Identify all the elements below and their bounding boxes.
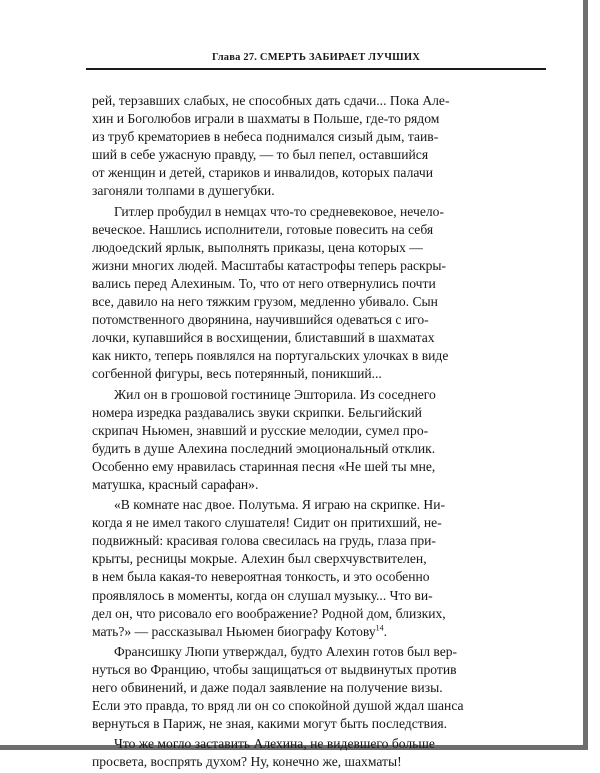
paragraph-5	[92, 643, 537, 733]
text-line: от женщин и детей, стариков и инвалидов, которых палачи	[92, 165, 433, 181]
text-line: Жил он в грошовой гостинице Эшторила. Из соседнего	[114, 386, 436, 402]
body-text	[92, 92, 537, 773]
text-line-tail: .	[383, 623, 388, 639]
text-line: Если это правда, то вряд ли он со спокойной душой ждал шанса	[92, 698, 464, 714]
text-line: хин и Боголюбов играли в шахматы в Польше, где-то рядом	[92, 111, 440, 127]
text-line: все, давило на него тяжким грузом, медленно убивало. Сын	[92, 294, 438, 310]
text-line-with-footnote	[92, 623, 537, 641]
text-line: потомственного дворянина, научившийся одеваться с иго-	[92, 312, 429, 328]
text-line: из труб крематориев в небеса поднимался сизый дым, таив-	[92, 129, 439, 145]
text-line: загоняли толпами в душегубки.	[92, 183, 275, 199]
text-line: согбенной фигуры, весь потерянный, поникший...	[92, 366, 382, 382]
text-line: дел он, что рисовало его воображение? Родной дом, близких,	[92, 605, 446, 621]
paragraph-1	[92, 92, 537, 201]
text-line: рей, терзавших слабых, не способных дать сдачи... Пока Але-	[92, 93, 450, 108]
text-line: подвижный: красивая голова свесилась на грудь, глаза при-	[92, 533, 436, 549]
page-edge-right	[583, 0, 588, 750]
text-line: просвета, воспрять духом? Ну, конечно же, шахматы!	[92, 754, 402, 770]
text-line: Гитлер пробудил в немцах что-то средневековое, нечело-	[114, 203, 444, 219]
footnote-marker: 14	[375, 623, 384, 633]
paragraph-6	[92, 735, 537, 771]
paragraph-2	[92, 203, 537, 384]
text-line: как никто, теперь появлялся на португальских улочках в виде	[92, 348, 449, 364]
text-line: «В комнате нас двое. Полутьма. Я играю на скрипке. Ни-	[114, 497, 446, 513]
text-line: вались перед Алехиным. То, что от него отвернулись почти	[92, 275, 436, 291]
text-line: него обвинений, и даже подал заявление на получение визы.	[92, 680, 443, 695]
text-line: скрипач Ньюмен, знавший и русские мелодии, сумел про-	[92, 422, 429, 438]
text-line: веческое. Нашлись исполнители, готовые повесить на себя	[92, 221, 434, 237]
text-line: будить в душе Алехина последний эмоциональный отклик.	[92, 440, 436, 456]
text-line: когда я не имел такого слушателя! Сидит он притихший, не-	[92, 515, 442, 531]
text-line: Особенно ему нравилась старинная песня «Не шей ты мне,	[92, 458, 436, 474]
text-line: людоедский ярлык, выполнять приказы, цена которых —	[92, 239, 423, 255]
text-line: вернуться в Париж, не зная, какими могут быть последствия.	[92, 716, 448, 732]
text-line: номера изредка раздавались звуки скрипки. Бельгийский	[92, 404, 422, 420]
text-line: Франсишку Люпи утверждал, будто Алехин готов был вер-	[114, 643, 458, 659]
header-rule	[86, 68, 546, 70]
text-line: лочки, купавшийся в восхищении, блиставший в шахматах	[92, 330, 435, 346]
text-line: проявлялось в моменты, когда он слушал музыку... Что ви-	[92, 587, 433, 603]
text-line: Что же могло заставить Алехина, не видевшего больше	[114, 736, 435, 752]
text-line: матушка, красный сарафан».	[92, 476, 259, 492]
running-header: Глава 27. СМЕРТЬ ЗАБИРАЕТ ЛУЧШИХ	[212, 52, 420, 63]
text-line: жизни многих людей. Масштабы катастрофы теперь раскры-	[92, 257, 447, 273]
text-line: ший в себе ужасную правду, — то был пепел, оставшийся	[92, 147, 429, 163]
text-line: крыты, ресницы мокрые. Алехин был сверхчувствителен,	[92, 551, 427, 567]
paragraph-4	[92, 496, 537, 641]
text-line: нуться во Францию, чтобы защищаться от выдвинутых против	[92, 661, 457, 677]
text-line-content: мать?» — рассказывал Ньюмен биографу Котову	[92, 623, 376, 639]
text-line: в нем была какая-то невероятная тонкость, и это особенно	[92, 569, 430, 585]
paragraph-3	[92, 386, 537, 495]
